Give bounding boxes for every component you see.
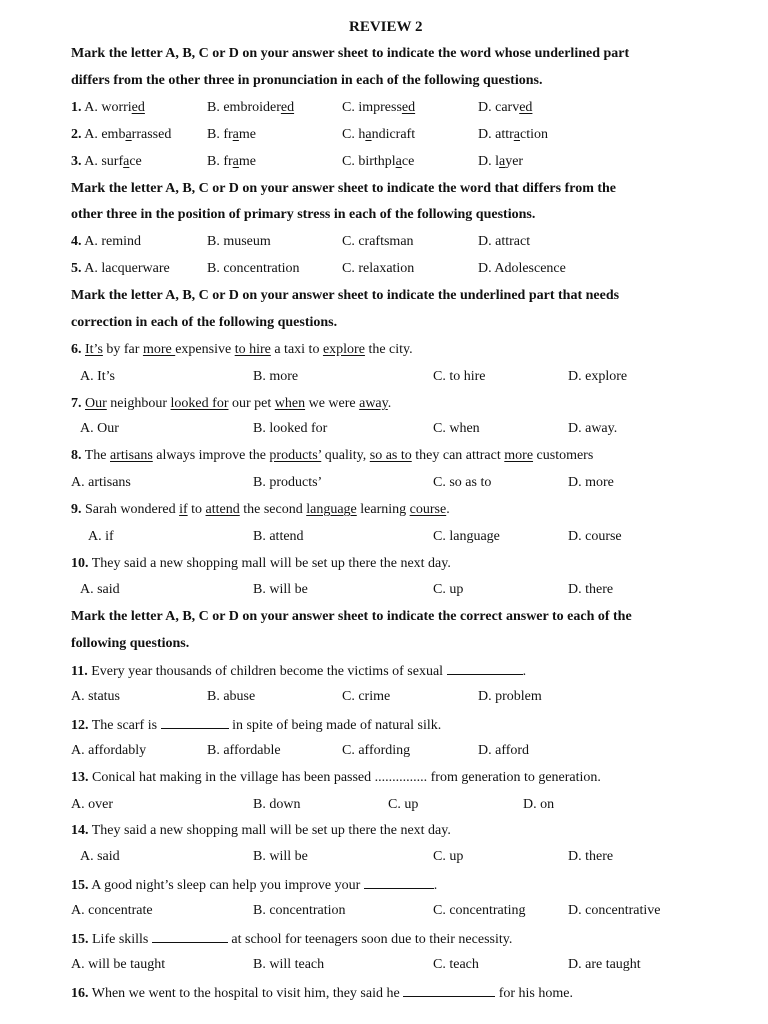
text-run: A good night’s sleep can help you improve your <box>88 878 364 893</box>
underlined-part: ed <box>519 100 533 115</box>
instruction-text <box>71 45 629 63</box>
underlined-part: ed <box>280 100 295 115</box>
question-line <box>71 474 131 492</box>
text-run: B. fr <box>207 127 233 142</box>
question-line <box>433 528 500 546</box>
text-run: D. on <box>523 797 555 812</box>
text-run: A. emb <box>81 127 126 142</box>
question-line <box>71 742 146 760</box>
instruction-text <box>71 608 632 626</box>
instruction-text <box>71 72 542 90</box>
question-line <box>80 848 120 866</box>
question-line <box>71 875 437 895</box>
text-run: A. affordably <box>71 743 147 758</box>
text-run: C. up <box>433 582 464 597</box>
text-run: expensive <box>175 342 235 357</box>
question-line <box>433 581 463 599</box>
text-run: rrassed <box>131 127 172 142</box>
underlined-part: products’ <box>269 448 322 463</box>
answer-blank <box>403 983 495 997</box>
question-line <box>478 688 542 706</box>
text-run: A. artisans <box>71 475 131 490</box>
text-run: A. said <box>80 582 120 597</box>
text-run: . <box>387 396 392 411</box>
underlined-part: a <box>232 127 239 142</box>
question-line <box>71 715 441 735</box>
question-line <box>71 99 145 117</box>
underlined-part: if <box>179 502 188 517</box>
question-line <box>71 796 113 814</box>
question-number: 2. <box>71 127 82 142</box>
instruction-text <box>71 287 619 305</box>
text-run: D. away. <box>568 421 618 436</box>
question-line <box>80 420 119 438</box>
text-run: D. l <box>478 154 499 169</box>
underlined-part: a <box>499 154 506 169</box>
question-number: 16. <box>71 986 89 1001</box>
text-run: D. more <box>568 475 614 490</box>
text-run: D. attract <box>478 234 531 249</box>
answer-blank <box>447 661 523 675</box>
text-run: neighbour <box>106 396 171 411</box>
question-line <box>71 688 120 706</box>
text-run: C. up <box>388 797 419 812</box>
question-line <box>342 153 414 171</box>
text-run: D. course <box>568 529 622 544</box>
text-run: D. there <box>568 582 614 597</box>
text-run: D. Adolescence <box>478 261 566 276</box>
text-run: A. remind <box>81 234 141 249</box>
question-line <box>342 233 414 251</box>
text-run: The scarf is <box>88 718 161 733</box>
question-line <box>71 501 450 519</box>
question-line <box>253 581 308 599</box>
question-line <box>433 848 463 866</box>
text-run: A. surf <box>81 154 124 169</box>
page-title <box>349 18 423 36</box>
underlined-part: a <box>513 127 520 142</box>
answer-blank <box>152 929 228 943</box>
question-line <box>71 260 170 278</box>
question-number: 12. <box>71 718 89 733</box>
question-line <box>433 902 526 920</box>
underlined-part: away <box>359 396 388 411</box>
text-run: C. to hire <box>433 369 486 384</box>
text-run: . <box>433 878 438 893</box>
instruction-text <box>71 180 616 198</box>
text-run: ndicraft <box>371 127 416 142</box>
question-line <box>71 956 165 974</box>
text-run: me <box>238 127 256 142</box>
text-run: A. will be taught <box>71 957 166 972</box>
underlined-part: course <box>409 502 447 517</box>
question-number: 5. <box>71 261 82 276</box>
question-line <box>71 769 601 787</box>
question-number: 10. <box>71 556 89 571</box>
underlined-part: a <box>232 154 239 169</box>
question-line <box>71 661 526 681</box>
underlined-part: artisans <box>110 448 153 463</box>
text-run: C. language <box>433 529 500 544</box>
text-run: B. products’ <box>253 475 323 490</box>
text-run: A. lacquerware <box>81 261 170 276</box>
answer-blank <box>161 715 229 729</box>
text-run: C. concentrating <box>433 903 526 918</box>
text-run: C. crime <box>342 689 391 704</box>
text-run: D. problem <box>478 689 542 704</box>
question-line <box>71 233 141 251</box>
question-number: 6. <box>71 342 82 357</box>
text-run: Sarah wondered <box>81 502 180 517</box>
text-run: C. so as to <box>433 475 492 490</box>
text-run: D. explore <box>568 369 628 384</box>
question-line <box>342 260 414 278</box>
question-line <box>80 368 115 386</box>
question-line <box>71 983 573 1003</box>
text-run: correction in each of the following questions. <box>71 315 338 330</box>
question-line <box>433 368 486 386</box>
text-run: ce <box>401 154 415 169</box>
text-run: C. affording <box>342 743 411 758</box>
question-line <box>71 447 593 465</box>
text-run: D. are taught <box>568 957 641 972</box>
text-run: the second <box>239 502 307 517</box>
question-line <box>253 956 324 974</box>
question-line <box>342 99 415 117</box>
text-run: B. will teach <box>253 957 325 972</box>
question-line <box>207 126 256 144</box>
question-line <box>253 528 304 546</box>
text-run: A. status <box>71 689 120 704</box>
text-run: D. concentrative <box>568 903 661 918</box>
text-run: B. concentration <box>207 261 300 276</box>
underlined-part: to hire <box>234 342 271 357</box>
answer-blank <box>364 875 434 889</box>
question-line <box>207 260 300 278</box>
question-line <box>71 126 171 144</box>
question-line <box>207 153 256 171</box>
question-line <box>388 796 418 814</box>
text-run: B. attend <box>253 529 304 544</box>
question-number: 15. <box>71 878 89 893</box>
text-run: D. carv <box>478 100 520 115</box>
question-number: 1. <box>71 100 82 115</box>
text-run: B. embroider <box>207 100 281 115</box>
text-run: following questions. <box>71 636 190 651</box>
text-run: other three in the position of primary stress in each of the following questions. <box>71 207 536 222</box>
question-line <box>478 742 529 760</box>
text-run: we were <box>305 396 360 411</box>
text-run: A. It’s <box>80 369 115 384</box>
underlined-part: more <box>504 448 534 463</box>
question-number: 8. <box>71 448 82 463</box>
underlined-part: looked for <box>170 396 229 411</box>
text-run: They said a new shopping mall will be set up there the next day. <box>88 823 451 838</box>
question-line <box>253 796 300 814</box>
question-number: 13. <box>71 770 89 785</box>
question-line <box>253 420 327 438</box>
question-number: 15. <box>71 932 89 947</box>
question-line <box>568 474 614 492</box>
question-line <box>253 368 298 386</box>
text-run: differs from the other three in pronunciation in each of the following questions. <box>71 73 543 88</box>
question-line <box>71 153 142 171</box>
text-run: our pet <box>228 396 275 411</box>
underlined-part: so as to <box>369 448 412 463</box>
question-number: 14. <box>71 823 89 838</box>
text-run: A. said <box>80 849 120 864</box>
question-line <box>71 341 413 359</box>
text-run: customers <box>533 448 594 463</box>
text-run: the city. <box>364 342 413 357</box>
question-line <box>568 528 622 546</box>
question-line <box>433 956 479 974</box>
text-run: Conical hat making in the village has been passed ............... from generation to generation. <box>88 770 601 785</box>
text-run: learning <box>356 502 410 517</box>
underlined-part: It’s <box>85 342 103 357</box>
question-number: 7. <box>71 396 82 411</box>
underlined-part: a <box>125 127 132 142</box>
question-line <box>342 742 410 760</box>
text-run: ction <box>519 127 548 142</box>
instruction-text <box>71 314 337 332</box>
text-run: Mark the letter A, B, C or D on your answer sheet to indicate the word whose underlined part <box>71 46 630 61</box>
text-run: to <box>187 502 206 517</box>
text-run: C. craftsman <box>342 234 414 249</box>
question-line <box>207 688 255 706</box>
text-run: quality, <box>321 448 370 463</box>
question-number: 9. <box>71 502 82 517</box>
text-run: A. concentrate <box>71 903 153 918</box>
text-run: in spite of being made of natural silk. <box>228 718 442 733</box>
question-line <box>80 581 120 599</box>
question-line <box>71 555 451 573</box>
question-number: 4. <box>71 234 82 249</box>
question-line <box>568 902 661 920</box>
text-run: Mark the letter A, B, C or D on your answer sheet to indicate the word that differs from the <box>71 181 617 196</box>
text-run: C. when <box>433 421 480 436</box>
text-run: ce <box>129 154 142 169</box>
question-line <box>478 99 532 117</box>
question-line <box>568 848 613 866</box>
instruction-text <box>71 635 189 653</box>
question-line <box>342 126 415 144</box>
text-run: Life skills <box>88 932 152 947</box>
underlined-part: ed <box>401 100 416 115</box>
text-run: B. down <box>253 797 301 812</box>
underlined-part: ed <box>131 100 145 115</box>
question-number: 3. <box>71 154 82 169</box>
text-run: D. afford <box>478 743 530 758</box>
question-line <box>71 822 451 840</box>
instruction-text <box>71 206 535 224</box>
text-run: by far <box>102 342 143 357</box>
text-run: B. will be <box>253 582 308 597</box>
question-line <box>478 260 566 278</box>
underlined-part: language <box>306 502 357 517</box>
text-run: B. museum <box>207 234 271 249</box>
text-run: C. up <box>433 849 464 864</box>
text-run: Mark the letter A, B, C or D on your answer sheet to indicate the underlined part that needs <box>71 288 620 303</box>
underlined-part: a <box>365 127 372 142</box>
text-run: yer <box>505 154 524 169</box>
underlined-part: explore <box>322 342 365 357</box>
underlined-part: Our <box>85 396 107 411</box>
text-run: A. worri <box>81 100 132 115</box>
text-run: Mark the letter A, B, C or D on your answer sheet to indicate the correct answer to each of the <box>71 609 632 624</box>
question-line <box>433 420 480 438</box>
question-line <box>88 528 114 546</box>
text-run: A. over <box>71 797 113 812</box>
text-run: for his home. <box>495 986 573 1001</box>
question-line <box>568 956 641 974</box>
text-run: B. fr <box>207 154 233 169</box>
text-run: A. if <box>88 529 114 544</box>
text-run: at school for teenagers soon due to their necessity. <box>227 932 513 947</box>
question-line <box>207 233 271 251</box>
text-run: They said a new shopping mall will be set up there the next day. <box>88 556 451 571</box>
underlined-part: a <box>123 154 130 169</box>
question-line <box>478 233 530 251</box>
text-run: B. affordable <box>207 743 281 758</box>
text-run: B. will be <box>253 849 308 864</box>
underlined-part: when <box>274 396 306 411</box>
question-line <box>207 742 281 760</box>
text-run: C. birthpl <box>342 154 396 169</box>
question-line <box>253 902 346 920</box>
question-line <box>478 126 548 144</box>
underlined-part: more <box>142 342 176 357</box>
question-line <box>253 474 322 492</box>
question-line <box>568 581 613 599</box>
question-line <box>568 420 617 438</box>
text-run: B. more <box>253 369 299 384</box>
text-run: C. impress <box>342 100 402 115</box>
question-line <box>253 848 308 866</box>
question-line <box>71 929 512 949</box>
underlined-part: attend <box>205 502 240 517</box>
text-run: Every year thousands of children become the victims of sexual <box>87 664 447 679</box>
text-run: . <box>446 502 450 517</box>
question-line <box>71 395 391 413</box>
question-line <box>523 796 554 814</box>
question-line <box>207 99 294 117</box>
question-line <box>433 474 491 492</box>
question-line <box>478 153 523 171</box>
text-run: The <box>81 448 111 463</box>
text-run: REVIEW 2 <box>349 19 423 35</box>
question-line <box>568 368 627 386</box>
underlined-part: a <box>395 154 402 169</box>
question-line <box>342 688 390 706</box>
text-run: a taxi to <box>270 342 323 357</box>
text-run: B. looked for <box>253 421 328 436</box>
text-run: B. concentration <box>253 903 346 918</box>
text-run: C. teach <box>433 957 479 972</box>
text-run: me <box>238 154 256 169</box>
text-run: D. there <box>568 849 614 864</box>
text-run: B. abuse <box>207 689 256 704</box>
question-line <box>71 902 153 920</box>
question-number: 11. <box>71 664 88 679</box>
text-run: they can attract <box>411 448 505 463</box>
text-run: When we went to the hospital to visit him, they said he <box>88 986 404 1001</box>
text-run: D. attr <box>478 127 514 142</box>
text-run: always improve the <box>152 448 270 463</box>
text-run: C. relaxation <box>342 261 415 276</box>
text-run: A. Our <box>80 421 119 436</box>
text-run: C. h <box>342 127 366 142</box>
text-run: . <box>522 664 527 679</box>
